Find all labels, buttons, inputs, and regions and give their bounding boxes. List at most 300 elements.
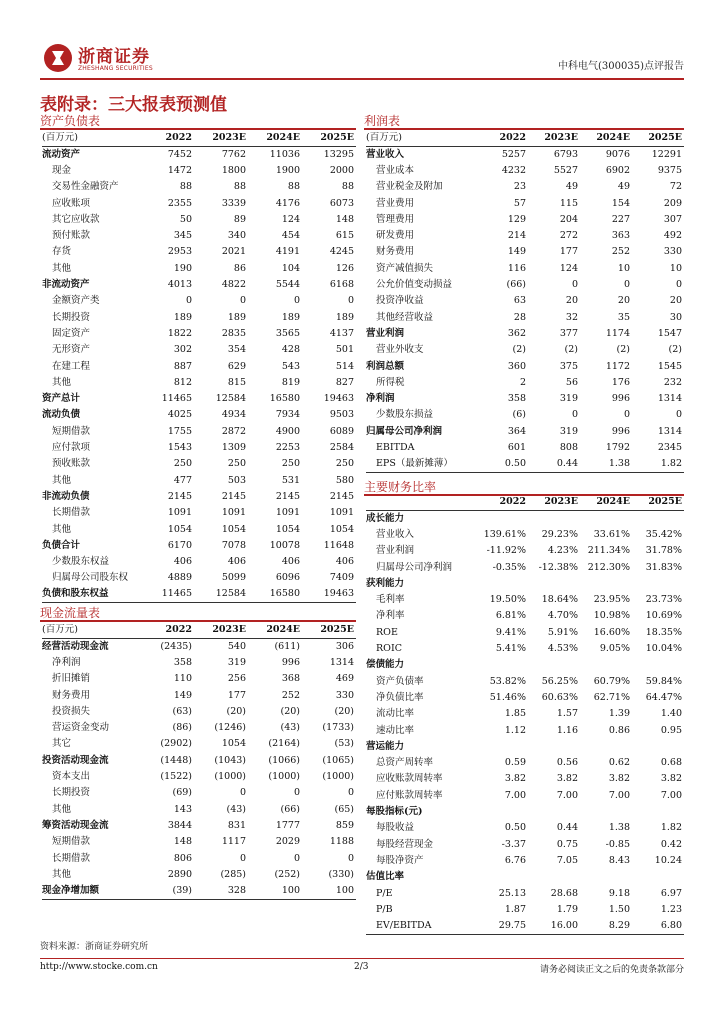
cell-value: (1733) xyxy=(322,722,354,734)
cell-value: 4.23% xyxy=(547,545,578,557)
cell-value: 10.24 xyxy=(654,854,682,866)
row-label: 其他 xyxy=(52,262,72,274)
cell-value: 2355 xyxy=(167,197,192,209)
table-row xyxy=(42,671,356,687)
cell-value: 4822 xyxy=(221,279,246,291)
cell-value xyxy=(528,575,580,591)
table-row xyxy=(366,163,684,179)
footer-page-number: 2/3 xyxy=(354,962,369,972)
cell-value: 1117 xyxy=(221,836,246,848)
row-label: 营运资金变动 xyxy=(52,722,110,734)
table-row xyxy=(366,836,684,852)
table-row xyxy=(366,853,684,869)
cell-value: 116 xyxy=(507,262,526,274)
row-label: 归属母公司净利润 xyxy=(366,425,443,437)
year-header: 2025E xyxy=(632,130,684,146)
cell-value: 0 xyxy=(239,295,246,307)
cell-value: 88 xyxy=(341,181,354,193)
cell-value: 4137 xyxy=(329,327,354,339)
table-row xyxy=(366,293,684,309)
cell-value: 12291 xyxy=(651,148,682,160)
cell-value: 149 xyxy=(173,689,192,701)
year-header: 2025E xyxy=(302,622,356,638)
cell-value: 377 xyxy=(559,327,578,339)
cell-value: 3844 xyxy=(167,819,192,831)
cell-value: 1792 xyxy=(605,442,630,454)
table-row xyxy=(42,570,356,586)
row-label: 流动资产 xyxy=(42,148,81,160)
table-row xyxy=(366,918,684,934)
cell-value: 808 xyxy=(559,442,578,454)
cell-value: 0 xyxy=(347,852,354,864)
cell-value: 4191 xyxy=(275,246,300,258)
cell-value: 63 xyxy=(513,295,526,307)
table-row xyxy=(42,769,356,785)
cell-value: 189 xyxy=(335,311,354,323)
cell-value: 0.75 xyxy=(556,838,578,850)
table-row xyxy=(42,521,356,537)
cell-value: 5.41% xyxy=(495,643,526,655)
cell-value: 3565 xyxy=(275,327,300,339)
cell-value: 211.34% xyxy=(587,545,630,557)
cell-value: 1091 xyxy=(275,507,300,519)
row-label: EBITDA xyxy=(376,442,415,454)
cell-value: 4232 xyxy=(501,164,526,176)
year-header: 2023E xyxy=(528,130,580,146)
cell-value: 406 xyxy=(335,556,354,568)
table-row xyxy=(366,244,684,260)
cell-value: 189 xyxy=(173,311,192,323)
cell-value: 154 xyxy=(611,197,630,209)
cell-value: 340 xyxy=(227,230,246,242)
cell-value: 1.16 xyxy=(556,724,578,736)
cell-value: 364 xyxy=(507,425,526,437)
row-label: 应付账款周转率 xyxy=(376,789,443,801)
cell-value: 7078 xyxy=(221,539,246,551)
cell-value: (1066) xyxy=(268,754,300,766)
table-row xyxy=(42,326,356,342)
cell-value: 1822 xyxy=(167,327,192,339)
cell-value: 580 xyxy=(335,474,354,486)
table-row xyxy=(42,244,356,260)
cell-value: 30 xyxy=(669,311,682,323)
cell-value: 4934 xyxy=(221,409,246,421)
cell-value: 56 xyxy=(565,376,578,388)
cell-value: 2145 xyxy=(329,490,354,502)
cell-value: (1065) xyxy=(322,754,354,766)
cell-value: 11465 xyxy=(161,393,192,405)
cell-value: 64.47% xyxy=(645,691,682,703)
row-label: ROIC xyxy=(376,643,402,655)
cell-value: 406 xyxy=(281,556,300,568)
table-row xyxy=(42,407,356,423)
cell-value: 18.64% xyxy=(541,594,578,606)
table-row xyxy=(42,423,356,439)
table-row xyxy=(366,869,684,885)
row-label: 营业税金及附加 xyxy=(376,181,443,193)
table-row xyxy=(366,543,684,559)
cell-value: 1172 xyxy=(605,360,630,372)
cell-value: 189 xyxy=(281,311,300,323)
row-label: 无形资产 xyxy=(52,344,91,356)
footer-divider xyxy=(40,958,684,959)
row-label: 速动比率 xyxy=(376,724,415,736)
cell-value: 477 xyxy=(173,474,192,486)
table-row xyxy=(366,309,684,325)
cell-value: 306 xyxy=(335,640,354,652)
cell-value: 363 xyxy=(611,230,630,242)
cell-value: 11036 xyxy=(269,148,300,160)
cell-value: 831 xyxy=(227,819,246,831)
cell-value: 126 xyxy=(335,262,354,274)
cell-value: 12584 xyxy=(194,586,248,602)
row-label: 其它应收款 xyxy=(52,213,100,225)
table-row xyxy=(42,703,356,719)
cell-value: 0 xyxy=(347,295,354,307)
cell-value: 0 xyxy=(675,409,682,421)
row-label: 每股净资产 xyxy=(376,854,424,866)
year-header: 2022 xyxy=(140,622,194,638)
cell-value: 2835 xyxy=(221,327,246,339)
year-header: 2024E xyxy=(248,130,302,146)
row-label: 每股经营现金 xyxy=(376,838,434,850)
row-label: 其他 xyxy=(52,376,72,388)
cell-value: 7.05 xyxy=(556,854,578,866)
footer-disclaimer: 请务必阅读正文之后的免责条款部分 xyxy=(539,965,684,975)
footer-url[interactable]: http://www.stocke.com.cn xyxy=(40,962,158,972)
row-label: 估值比率 xyxy=(366,871,405,883)
cell-value: 57 xyxy=(513,197,526,209)
cell-value: 2890 xyxy=(167,868,192,880)
cell-value: 812 xyxy=(173,376,192,388)
cell-value: (1448) xyxy=(160,754,192,766)
cell-value: -0.85 xyxy=(605,838,630,850)
cell-value: 143 xyxy=(173,803,192,815)
cell-value: 23.95% xyxy=(593,594,630,606)
cell-value: 1091 xyxy=(167,507,192,519)
row-label: 资产负债率 xyxy=(376,675,424,687)
cell-value xyxy=(580,657,632,673)
cell-value: 72 xyxy=(669,181,682,193)
cell-value: 319 xyxy=(559,425,578,437)
cell-value: (2) xyxy=(668,344,682,356)
row-label: 流动比率 xyxy=(376,708,415,720)
row-label: 营业外收支 xyxy=(376,344,424,356)
row-label: 其他 xyxy=(52,474,72,486)
cell-value: 129 xyxy=(507,213,526,225)
cell-value: 0 xyxy=(571,279,578,291)
table-row xyxy=(366,706,684,722)
cell-value: 272 xyxy=(559,230,578,242)
cell-value: 204 xyxy=(559,213,578,225)
table-row xyxy=(42,655,356,671)
cell-value xyxy=(528,869,580,885)
row-label: 长期借款 xyxy=(52,507,91,519)
cell-value: 0.42 xyxy=(660,838,682,850)
table-row xyxy=(42,472,356,488)
cell-value: (20) xyxy=(226,705,246,717)
row-label: 长期投资 xyxy=(52,787,91,799)
cell-value: 7.00 xyxy=(504,789,526,801)
cell-value: 139.61% xyxy=(483,528,526,540)
cell-value: 10 xyxy=(617,262,630,274)
cell-value: 615 xyxy=(335,230,354,242)
cell-value: 212.30% xyxy=(587,561,630,573)
table-row xyxy=(42,260,356,276)
row-label: 筹资活动现金流 xyxy=(42,819,109,831)
table-header-row xyxy=(366,130,684,146)
cell-value: 23.73% xyxy=(645,594,682,606)
cell-value: 62.71% xyxy=(593,691,630,703)
cell-value: 815 xyxy=(227,376,246,388)
cell-value: 23 xyxy=(513,181,526,193)
cell-value: 31.78% xyxy=(645,545,682,557)
cell-value xyxy=(632,657,684,673)
cell-value: 2584 xyxy=(329,442,354,454)
cell-value: 16.60% xyxy=(593,626,630,638)
cell-value: 49 xyxy=(617,181,630,193)
cell-value xyxy=(580,804,632,820)
table-row xyxy=(42,358,356,374)
cell-value xyxy=(580,869,632,885)
cell-value: 0.86 xyxy=(608,724,630,736)
cell-value: (2) xyxy=(512,344,526,356)
cell-value xyxy=(580,738,632,754)
cell-value: -3.37 xyxy=(501,838,526,850)
cell-value: 1.82 xyxy=(632,456,684,472)
table-row xyxy=(42,505,356,521)
cell-value: 406 xyxy=(227,556,246,568)
table-row xyxy=(42,801,356,817)
table-row xyxy=(366,440,684,456)
cell-value: 492 xyxy=(663,230,682,242)
cell-value: 60.63% xyxy=(541,691,578,703)
cell-value: 6902 xyxy=(605,164,630,176)
cell-value: 9.05% xyxy=(599,643,630,655)
row-label: 资产总计 xyxy=(42,393,81,405)
row-label: 净利润 xyxy=(52,656,81,668)
cell-value: 0 xyxy=(293,295,300,307)
cell-value: 406 xyxy=(173,556,192,568)
cell-value: 3339 xyxy=(221,197,246,209)
cell-value: 358 xyxy=(507,393,526,405)
row-label: 现金净增加额 xyxy=(42,883,140,899)
cell-value: 33.61% xyxy=(593,528,630,540)
row-label: 预收账款 xyxy=(52,458,91,470)
year-header: 2023E xyxy=(194,622,248,638)
cell-value: 28.68 xyxy=(550,887,578,899)
cell-value: 10 xyxy=(669,262,682,274)
cell-value: (66) xyxy=(280,803,300,815)
row-label: 成长能力 xyxy=(366,512,405,524)
row-label: 营业费用 xyxy=(376,197,415,209)
row-label: 营运能力 xyxy=(366,740,405,752)
cell-value: 4176 xyxy=(275,197,300,209)
cell-value: 4.70% xyxy=(547,610,578,622)
cell-value: 29.75 xyxy=(476,918,528,934)
income-statement-table xyxy=(366,130,684,473)
row-label: 应收账款周转率 xyxy=(376,773,443,785)
cell-value: 1545 xyxy=(657,360,682,372)
cell-value: 1054 xyxy=(221,523,246,535)
cell-value: 7.00 xyxy=(556,789,578,801)
cell-value xyxy=(528,738,580,754)
cell-value: (20) xyxy=(334,705,354,717)
table-row xyxy=(42,785,356,801)
cell-value: 4245 xyxy=(329,246,354,258)
row-label: 财务费用 xyxy=(52,689,91,701)
table-row xyxy=(366,423,684,439)
cell-value: 209 xyxy=(663,197,682,209)
row-label: 每股收益 xyxy=(376,822,415,834)
year-header: 2022 xyxy=(476,130,528,146)
cell-value: 328 xyxy=(194,883,248,899)
brand-logo-icon xyxy=(43,43,73,73)
cell-value: 4013 xyxy=(167,279,192,291)
cell-value: 19463 xyxy=(323,393,354,405)
cell-value: 454 xyxy=(281,230,300,242)
cell-value: 5099 xyxy=(221,572,246,584)
row-label: 其他经营收益 xyxy=(376,311,434,323)
cell-value: 1314 xyxy=(329,656,354,668)
cell-value: 10.69% xyxy=(645,610,682,622)
cell-value: 503 xyxy=(227,474,246,486)
row-label: 现金 xyxy=(52,164,72,176)
table-row xyxy=(366,456,684,472)
cell-value: 1309 xyxy=(221,442,246,454)
table-row xyxy=(42,554,356,570)
table-row xyxy=(42,736,356,752)
cell-value: -0.35% xyxy=(492,561,526,573)
cell-value: 1.87 xyxy=(504,903,526,915)
year-header: 2024E xyxy=(248,622,302,638)
cell-value: 4.53% xyxy=(547,643,578,655)
cell-value: 250 xyxy=(173,458,192,470)
table-row xyxy=(42,293,356,309)
cell-value: 1054 xyxy=(167,523,192,535)
cell-value: (65) xyxy=(334,803,354,815)
cell-value: 232 xyxy=(663,376,682,388)
cell-value: 3.82 xyxy=(504,773,526,785)
table-row xyxy=(42,866,356,882)
table-row xyxy=(42,834,356,850)
cell-value: 4025 xyxy=(167,409,192,421)
table-row xyxy=(42,374,356,390)
cell-value: 149 xyxy=(507,246,526,258)
cell-value: 35.42% xyxy=(645,528,682,540)
cell-value: 859 xyxy=(335,819,354,831)
table-row xyxy=(366,211,684,227)
table-row xyxy=(42,456,356,472)
table-row xyxy=(42,586,356,602)
cell-value: (2) xyxy=(616,344,630,356)
cell-value: 148 xyxy=(173,836,192,848)
cell-value: 996 xyxy=(611,425,630,437)
cell-value: 887 xyxy=(173,360,192,372)
cell-value: 1054 xyxy=(329,523,354,535)
table-row xyxy=(366,342,684,358)
table-row xyxy=(366,374,684,390)
table-row xyxy=(42,883,356,899)
header-divider xyxy=(40,78,684,80)
row-label: 管理费用 xyxy=(376,213,415,225)
cell-value: 629 xyxy=(227,360,246,372)
table-row xyxy=(366,641,684,657)
year-header: 2024E xyxy=(580,130,632,146)
cell-value: 0 xyxy=(623,279,630,291)
row-label: 非流动负债 xyxy=(42,490,90,502)
cell-value: 31.83% xyxy=(645,561,682,573)
row-label: 营业成本 xyxy=(376,164,415,176)
cell-value: 302 xyxy=(173,344,192,356)
cell-value: 110 xyxy=(173,673,192,685)
table-row xyxy=(366,608,684,624)
cell-value: 2145 xyxy=(221,490,246,502)
row-label: 在建工程 xyxy=(52,360,91,372)
table-row xyxy=(42,687,356,703)
cell-value: 86 xyxy=(233,262,246,274)
cell-value: 9503 xyxy=(329,409,354,421)
cell-value: 1174 xyxy=(605,327,630,339)
table-row xyxy=(366,657,684,673)
table-row xyxy=(366,527,684,543)
table-row xyxy=(366,391,684,407)
cell-value: 1547 xyxy=(657,327,682,339)
cell-value: 6170 xyxy=(167,539,192,551)
table-row xyxy=(42,440,356,456)
cell-value: 53.82% xyxy=(489,675,526,687)
cell-value: 6793 xyxy=(553,148,578,160)
cell-value: (330) xyxy=(328,868,354,880)
cell-value: 189 xyxy=(227,311,246,323)
unit-label: (百万元) xyxy=(366,130,476,146)
table-row xyxy=(366,510,684,526)
year-header: 2022 xyxy=(140,130,194,146)
table-row xyxy=(366,787,684,803)
table-row xyxy=(42,228,356,244)
cell-value: 345 xyxy=(173,230,192,242)
cell-value xyxy=(632,510,684,526)
cell-value: 8.43 xyxy=(608,854,630,866)
cell-value: 1.82 xyxy=(660,822,682,834)
cell-value: 501 xyxy=(335,344,354,356)
cell-value: 360 xyxy=(507,360,526,372)
cell-value xyxy=(580,510,632,526)
cell-value: 375 xyxy=(559,360,578,372)
cell-value: 252 xyxy=(281,689,300,701)
table-row xyxy=(366,738,684,754)
cell-value: 104 xyxy=(281,262,300,274)
cell-value: 214 xyxy=(507,230,526,242)
cell-value: 20 xyxy=(617,295,630,307)
row-label: 营业利润 xyxy=(376,545,415,557)
unit-label: (百万元) xyxy=(42,622,140,638)
cell-value: 2145 xyxy=(275,490,300,502)
row-label: 其他 xyxy=(52,868,72,880)
cell-value: 9076 xyxy=(605,148,630,160)
table-row xyxy=(366,260,684,276)
cell-value: 10078 xyxy=(269,539,300,551)
cell-value: 514 xyxy=(335,360,354,372)
cell-value: 100 xyxy=(248,883,302,899)
cell-value: 49 xyxy=(565,181,578,193)
cell-value: 5544 xyxy=(275,279,300,291)
cell-value: (1522) xyxy=(160,771,192,783)
cell-value xyxy=(476,738,528,754)
row-label: 负债合计 xyxy=(42,539,81,551)
cell-value: -11.92% xyxy=(486,545,526,557)
table-row xyxy=(42,211,356,227)
